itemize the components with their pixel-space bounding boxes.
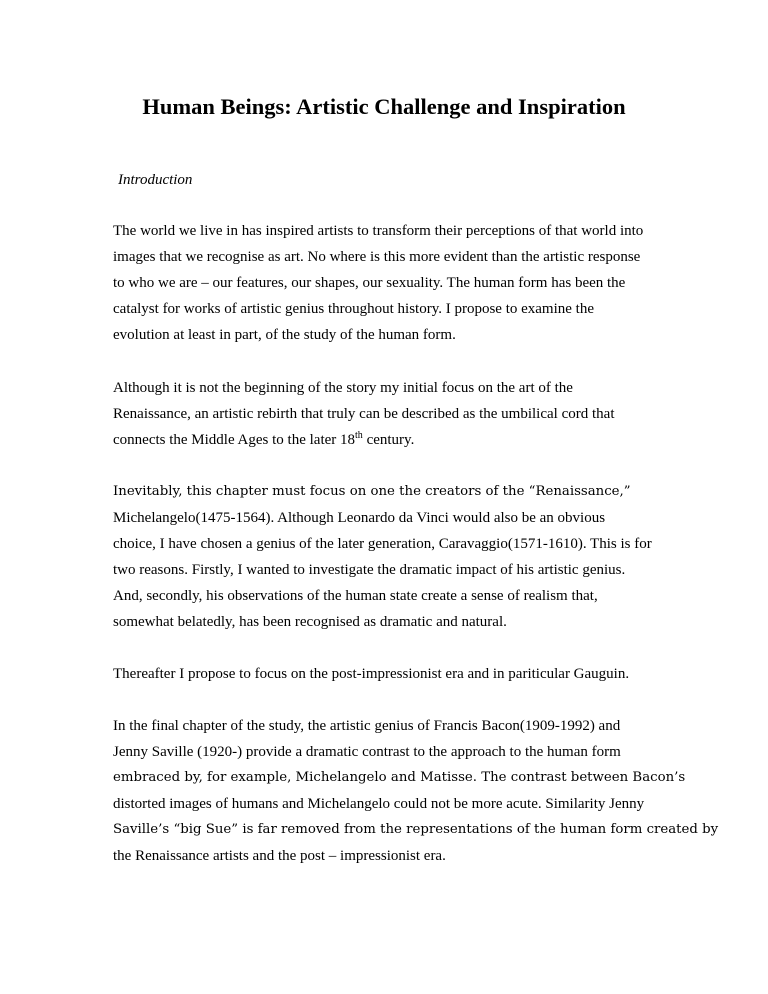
paragraph-4	[113, 661, 663, 687]
paragraph-line: images that we recognise as art. No where is this more evident than the artistic response	[113, 249, 641, 265]
paragraph-3	[113, 479, 663, 635]
paragraph-line: two reasons. Firstly, I wanted to investigate the dramatic impact of his artistic genius.	[113, 562, 626, 578]
paragraph-1	[113, 218, 663, 348]
paragraph-line: Saville’s “big Sue” is far removed from the representations of the human form created by	[113, 822, 719, 837]
ordinal-superscript: th	[355, 430, 363, 441]
paragraph-line: Jenny Saville (1920-) provide a dramatic contrast to the approach to the human form	[113, 744, 621, 760]
paragraph-line: somewhat belatedly, has been recognised as dramatic and natural.	[113, 614, 507, 630]
paragraph-line: choice, I have chosen a genius of the later generation, Caravaggio(1571-1610). This is for	[113, 536, 652, 552]
paragraph-line: Although it is not the beginning of the story my initial focus on the art of the	[113, 380, 573, 396]
paragraph-line: catalyst for works of artistic genius throughout history. I propose to examine the	[113, 301, 595, 317]
paragraph-line: The world we live in has inspired artists to transform their perceptions of that world into	[113, 223, 644, 239]
paragraph-line: And, secondly, his observations of the human state create a sense of realism that,	[113, 588, 598, 604]
document-title: Human Beings: Artistic Challenge and Inspiration	[142, 94, 626, 119]
section-heading-introduction: Introduction	[118, 172, 193, 188]
paragraph-line: to who we are – our features, our shapes, our sexuality. The human form has been the	[113, 275, 626, 291]
paragraph-line: embraced by, for example, Michelangelo and Matisse. The contrast between Bacon’s	[113, 770, 686, 785]
line-text: connects the Middle Ages to the later 18	[113, 432, 356, 448]
paragraph-line	[113, 427, 663, 453]
paragraph-line: Michelangelo(1475-1564). Although Leonardo da Vinci would also be an obvious	[113, 510, 606, 526]
paragraph-line: Inevitably, this chapter must focus on one the creators of the “Renaissance,”	[113, 484, 631, 499]
paragraph-line: In the final chapter of the study, the artistic genius of Francis Bacon(1909-1992) and	[113, 718, 621, 734]
paragraph-line: Thereafter I propose to focus on the post-impressionist era and in pariticular Gauguin.	[113, 666, 630, 682]
paragraph-line: distorted images of humans and Michelangelo could not be more acute. Similarity Jenny	[113, 796, 645, 812]
paragraph-line: Renaissance, an artistic rebirth that truly can be described as the umbilical cord that	[113, 406, 615, 422]
line-text: century.	[362, 432, 415, 448]
paragraph-line: evolution at least in part, of the study of the human form.	[113, 327, 456, 343]
paragraph-line: the Renaissance artists and the post – impressionist era.	[113, 848, 446, 864]
paragraph-5	[113, 713, 719, 869]
paragraph-2	[113, 375, 663, 453]
